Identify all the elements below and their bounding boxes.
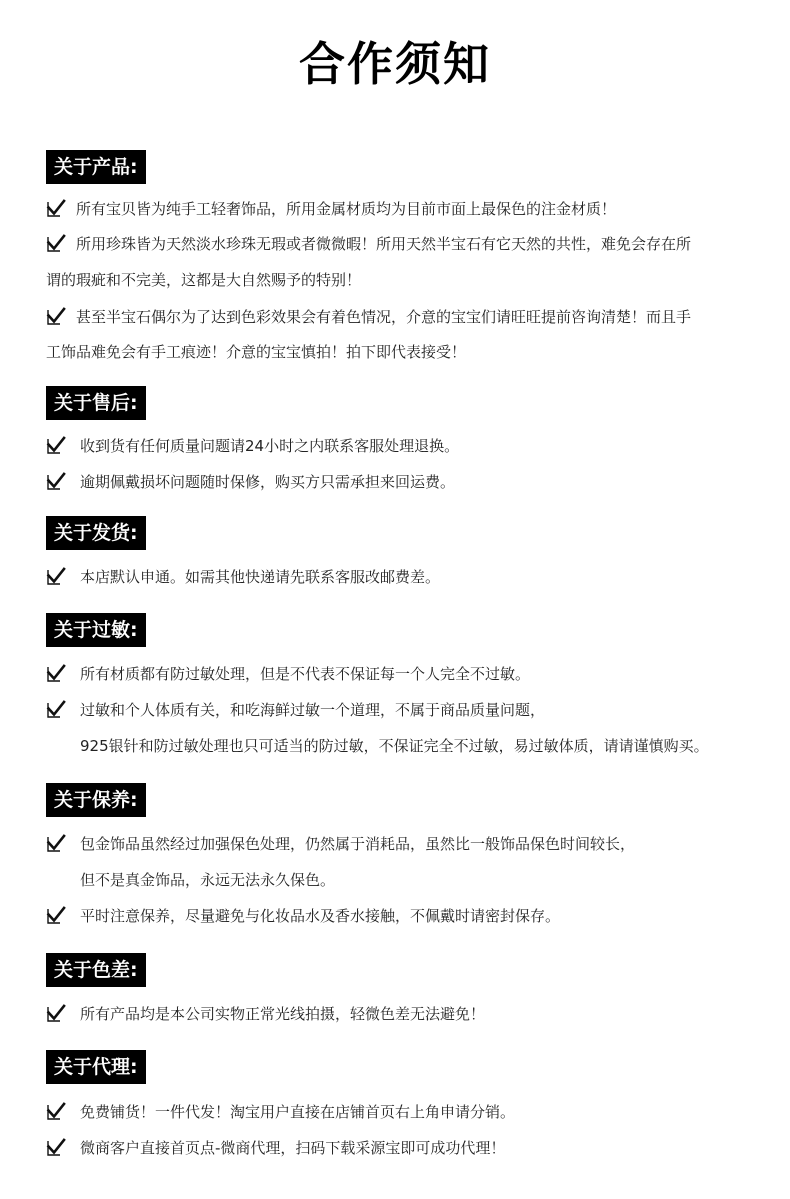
list-item [46, 1098, 515, 1126]
list-item [46, 1134, 505, 1162]
list-item [46, 696, 545, 724]
list-item [46, 468, 455, 496]
section-heading: 关于色差: [46, 953, 146, 987]
checkmark-icon [46, 833, 66, 853]
item-text: 所有材质都有防过敏处理，但是不代表不保证每一个人完全不过敏。 [80, 665, 531, 683]
item-text-continued: 工饰品难免会有手工痕迹！介意的宝宝慎拍！拍下即代表接受！ [46, 343, 467, 361]
checkmark-icon [46, 905, 66, 925]
list-item [46, 1000, 485, 1028]
checkmark-icon [46, 699, 66, 719]
item-text-continued: 但不是真金饰品，永远无法永久保色。 [80, 871, 336, 889]
checkmark-icon [46, 566, 66, 586]
item-text: 所有产品均是本公司实物正常光线拍摄，轻微色差无法避免！ [80, 1005, 486, 1023]
section-heading: 关于发货: [46, 516, 146, 550]
checkmark-icon [46, 233, 66, 253]
section-heading: 关于售后: [46, 386, 146, 420]
item-text: 甚至半宝石偶尔为了达到色彩效果会有着色情况，介意的宝宝们请旺旺提前咨询清楚！而且手 [76, 308, 692, 326]
list-item [46, 830, 635, 858]
section-heading: 关于保养: [46, 783, 146, 817]
list-item [46, 563, 440, 591]
item-text: 包金饰品虽然经过加强保色处理，仍然属于消耗品，虽然比一般饰品保色时间较长， [80, 835, 636, 853]
item-text: 平时注意保养，尽量避免与化妆品水及香水接触，不佩戴时请密封保存。 [80, 907, 561, 925]
list-item [46, 230, 691, 258]
page-title: 合作须知 [299, 37, 491, 91]
section-heading: 关于代理: [46, 1050, 146, 1084]
checkmark-icon [46, 471, 66, 491]
item-text: 本店默认申通。如需其他快递请先联系客服改邮费差。 [80, 568, 441, 586]
checkmark-icon [46, 198, 66, 218]
list-item [46, 303, 691, 331]
checkmark-icon [46, 435, 66, 455]
item-text: 收到货有任何质量问题请24小时之内联系客服处理退换。 [80, 437, 460, 455]
checkmark-icon [46, 1101, 66, 1121]
list-item [46, 195, 616, 223]
checkmark-icon [46, 306, 66, 326]
section-heading: 关于产品: [46, 150, 146, 184]
list-item [46, 902, 560, 930]
list-item [46, 660, 530, 688]
item-text-continued: 925银针和防过敏处理也只可适当的防过敏，不保证完全不过敏，易过敏体质，请请谨慎购买。 [80, 737, 709, 755]
item-text: 免费铺货！一件代发！淘宝用户直接在店铺首页右上角申请分销。 [80, 1103, 516, 1121]
item-text: 逾期佩戴损坏问题随时保修，购买方只需承担来回运费。 [80, 473, 456, 491]
checkmark-icon [46, 1137, 66, 1157]
item-text: 微商客户直接首页点-微商代理，扫码下载采源宝即可成功代理！ [80, 1139, 506, 1157]
section-heading: 关于过敏: [46, 613, 146, 647]
checkmark-icon [46, 1003, 66, 1023]
item-text: 过敏和个人体质有关，和吃海鲜过敏一个道理，不属于商品质量问题， [80, 701, 546, 719]
item-text: 所有宝贝皆为纯手工轻奢饰品，所用金属材质均为目前市面上最保色的注金材质！ [76, 200, 617, 218]
item-text: 所用珍珠皆为天然淡水珍珠无瑕或者微微暇！所用天然半宝石有它天然的共性，难免会存在所 [76, 235, 692, 253]
item-text-continued: 谓的瑕疵和不完美，这都是大自然赐予的特别！ [46, 271, 362, 289]
checkmark-icon [46, 663, 66, 683]
list-item [46, 432, 459, 460]
